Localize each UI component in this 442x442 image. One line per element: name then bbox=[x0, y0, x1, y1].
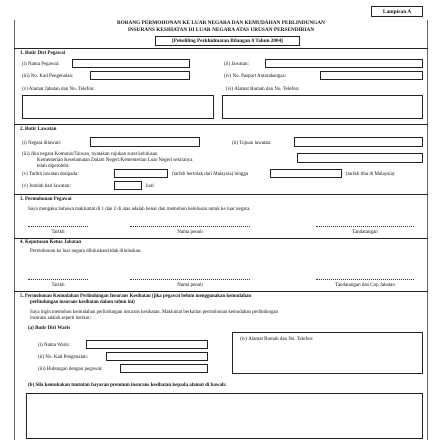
sig-line-tandatangan-4 bbox=[316, 279, 414, 280]
jumlah-hari-field[interactable] bbox=[114, 181, 142, 190]
section4-title: 4. Keputusan Ketua Jabatan bbox=[20, 240, 82, 245]
nama-label-4: Nama penuh bbox=[177, 283, 203, 288]
section1-title: 1. Butir Diri Pegawai bbox=[20, 51, 66, 56]
no-kad-field[interactable] bbox=[90, 71, 190, 80]
tandatangan-label-3: Tandatangan bbox=[352, 230, 378, 235]
tujuan-label: (ii) Tujuan lawatan: bbox=[232, 141, 272, 146]
jawatan-label: (ii) Jawatan: bbox=[224, 62, 249, 67]
alamat-rumah-label: (vi) Alamat Rumah dan No. Telefon: bbox=[226, 87, 300, 92]
jika-line1: (iii) Jika negara Komunis/Taiwan, nyatakan rujukan surat kelulusan bbox=[22, 152, 158, 157]
nama-waris-label: (i) Nama Waris: bbox=[38, 343, 70, 348]
section2-title: 2. Butir Lawatan bbox=[20, 127, 57, 132]
tuntutan-title: (b) Sila kemukakan tuntutan bayaran premium insurans kesihatan kepada alamat di bawah: bbox=[28, 383, 227, 388]
section3-rule bbox=[14, 194, 428, 195]
tarikh-label-4: Tarikh bbox=[51, 283, 65, 288]
section4-decision: Permohonan ke luar negara diluluskan/tidak diluluskan. bbox=[30, 249, 142, 254]
butir-waris-title: (a) Butir Diri Waris bbox=[28, 326, 71, 331]
jika-line3: telah diperolehi: bbox=[37, 164, 70, 169]
section5-text-line1: Saya ingin memohon kemudahan perlindungan insurans kesihatan. Maklumat berkaitan permohonan kemudahan perlindungan bbox=[30, 310, 278, 315]
alamat-tuntutan-field[interactable] bbox=[26, 393, 423, 439]
no-kad-waris-label: (ii) No. Kad Pengenalan: bbox=[38, 355, 88, 360]
form-title-line1: BORANG PERMOHONAN KE LUAR NEGARA DAN KEMUDAHAN PERLINDUNGAN bbox=[117, 20, 325, 26]
section4-rule bbox=[14, 238, 428, 239]
pekeliling-label: [Pekeliling Perkhidmatan Bilangan 8 Tahun 2004] bbox=[172, 38, 283, 44]
hubungan-field[interactable] bbox=[120, 364, 208, 373]
tarikh-hingga-field[interactable] bbox=[270, 169, 342, 178]
lampiran-label: Lampiran A bbox=[382, 9, 412, 15]
tandatangan-label-4: Tandatangan dan Cop Jabatan bbox=[335, 283, 395, 288]
jumlah-hari-label: (v) Jumlah hari lawatan: bbox=[22, 184, 71, 189]
alamat-waris-label: (iv) Alamat Rumah dan No. Telefon: bbox=[240, 337, 314, 342]
rujukan-surat-field[interactable] bbox=[297, 153, 423, 163]
sig-line-nama-3 bbox=[130, 226, 250, 227]
sig-line-nama-4 bbox=[130, 279, 250, 280]
section5-rule bbox=[14, 291, 428, 292]
no-kad-waris-field[interactable] bbox=[106, 352, 208, 361]
nama-pegawai-field[interactable] bbox=[72, 59, 190, 68]
sig-line-tandatangan-3 bbox=[316, 226, 414, 227]
no-kad-label: (iii) No. Kad Pengenalan: bbox=[22, 74, 74, 79]
negara-label: (i) Negara dilawati: bbox=[22, 141, 62, 146]
hubungan-label: (iii) Hubungan dengan pegawai: bbox=[38, 367, 103, 372]
jika-line2: Kementerian Keselamatan Dalam Negeri/Kementerian Luar Negeri sekiranya bbox=[37, 158, 193, 163]
nama-label-3: Nama penuh bbox=[177, 230, 203, 235]
no-pasport-field[interactable] bbox=[320, 71, 423, 80]
tujuan-field[interactable] bbox=[294, 137, 423, 147]
section3-declaration: Saya mengaku bahawa maklumat di 1 dan 2 di atas adalah benar dan memohon kelulusan untuk ke luar negara. bbox=[28, 207, 251, 212]
form-title-line2: INSURANS KESIHATAN DI LUAR NEGARA ATAS URUSAN PERSENDIRIAN bbox=[127, 27, 315, 33]
jawatan-field[interactable] bbox=[265, 59, 423, 68]
section1-rule bbox=[14, 48, 428, 49]
nama-waris-field[interactable] bbox=[86, 340, 208, 349]
tarikh-label-3: Tarikh bbox=[51, 230, 65, 235]
pekeliling-box bbox=[155, 36, 300, 46]
sig-line-tarikh-4 bbox=[28, 279, 88, 280]
tarikh-tiba-label: (tarikh tiba di Malaysia) bbox=[346, 172, 395, 177]
lampiran-box bbox=[371, 6, 423, 17]
sig-line-tarikh-3 bbox=[28, 226, 88, 227]
alamat-jabatan-field[interactable] bbox=[22, 95, 214, 119]
section5-text-line2: insurans adalah seperti berikut: bbox=[30, 316, 91, 321]
alamat-rumah-field[interactable] bbox=[222, 95, 423, 119]
section2-rule bbox=[14, 124, 428, 125]
section3-title: 3. Permohonan Pegawai bbox=[20, 197, 72, 202]
hari-label: hari bbox=[146, 184, 154, 189]
nama-pegawai-label: (i) Nama Pegawai: bbox=[22, 62, 60, 67]
tarikh-daripada-field[interactable] bbox=[114, 169, 168, 178]
negara-field[interactable] bbox=[90, 137, 200, 147]
tarikh-daripada-label: (v) Tarikh lawatan daripada: bbox=[22, 172, 79, 177]
tarikh-bertolak-label: (tarikh bertolak dari Malaysia) hingga bbox=[172, 172, 249, 177]
alamat-jabatan-label: (v) Alamat Jabatan dan No. Telefon: bbox=[22, 87, 95, 92]
section5-title-line2: perlindungan insurans kesihatan dalam tahun ini) bbox=[30, 300, 135, 305]
section5-title-line1: 5. Permohonan Kemudahan Perlindungan Insurans Kesihatan (jika pegawai belum menggunakan kemudahan bbox=[20, 294, 252, 299]
no-pasport-label: (iv) No. Pasport Antarabangsa: bbox=[224, 74, 286, 79]
